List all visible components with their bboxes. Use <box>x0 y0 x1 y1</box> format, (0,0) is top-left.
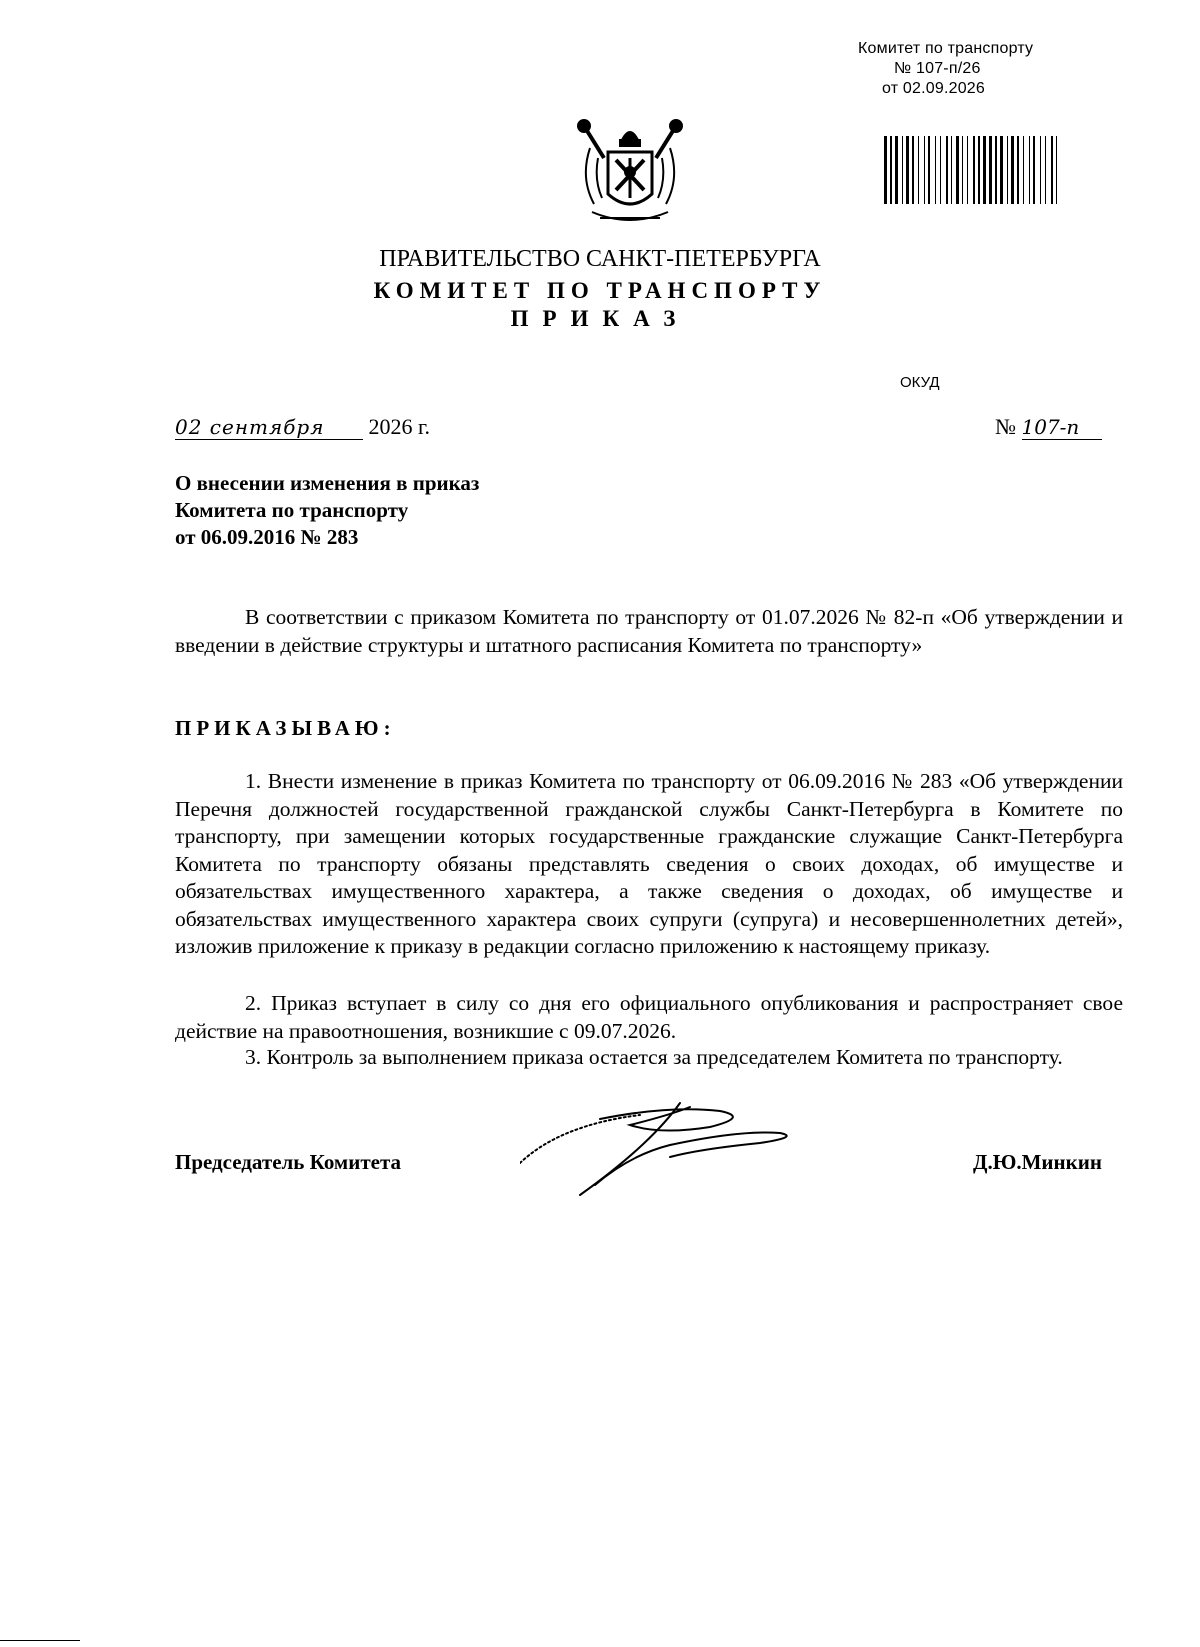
stamp-date: от 02.09.2026 <box>882 80 985 97</box>
handwritten-signature <box>520 1085 820 1200</box>
barcode-icon <box>884 136 1062 204</box>
coat-of-arms-icon <box>570 118 690 230</box>
document-type: ПРИКАЗ <box>510 306 690 331</box>
order-item-2: 2. Приказ вступает в силу со дня его официального опубликования и распространяет свое действие на правоотношения, возникшие с 09.07.2026. <box>175 991 1123 1043</box>
order-year: 2026 г. <box>368 414 431 439</box>
signatory-title: Председатель Комитета <box>175 1150 402 1174</box>
order-subject <box>175 470 479 551</box>
order-item-3: 3. Контроль за выполнением приказа остается за председателем Комитета по транспорту. <box>245 1045 1063 1069</box>
government-title: ПРАВИТЕЛЬСТВО САНКТ-ПЕТЕРБУРГА <box>379 246 821 272</box>
subject-line-2: Комитета по транспорту <box>175 498 409 522</box>
order-item-1: 1. Внести изменение в приказ Комитета по транспорту от 06.09.2016 № 283 «Об утверждении Перечня должностей государственной гражданской службы Санкт-Петербурга в Комитете по транспорту, при замещении которых государственные гражданские служащие Санкт-Петербурга Комитета по транспорту обязаны представлять сведения о своих доходах, об имуществе и обязательствах имущественного характера, а также сведения о доходах, об имуществе и обязательствах имущественного характера своих супруги (супруга) и несовершеннолетних детей», изложив приложение к приказу в редакции согласно приложению к настоящему приказу. <box>175 769 1123 958</box>
stamp-org: Комитет по транспорту <box>858 40 1034 57</box>
signatory-name: Д.Ю.Минкин <box>973 1150 1102 1174</box>
footer-rule <box>0 1640 80 1641</box>
subject-line-1: О внесении изменения в приказ <box>175 471 480 495</box>
order-word: ПРИКАЗЫВАЮ: <box>175 716 396 740</box>
subject-line-3: от 06.09.2016 № 283 <box>175 525 359 549</box>
okud-label: ОКУД <box>900 374 940 391</box>
stamp-number: № 107-п/26 <box>894 60 981 77</box>
number-prefix: № <box>995 414 1016 439</box>
preamble: В соответствии с приказом Комитета по транспорту от 01.07.2026 № 82-п «Об утверждении и введении в действие структуры и штатного расписания Комитета по транспорту» <box>175 605 1123 657</box>
committee-title: КОМИТЕТ ПО ТРАНСПОРТУ <box>373 278 827 303</box>
handwritten-date: 02 сентября <box>175 415 363 440</box>
order-date <box>175 414 430 440</box>
handwritten-number: 107-п <box>1022 415 1102 440</box>
order-number <box>995 414 1102 440</box>
